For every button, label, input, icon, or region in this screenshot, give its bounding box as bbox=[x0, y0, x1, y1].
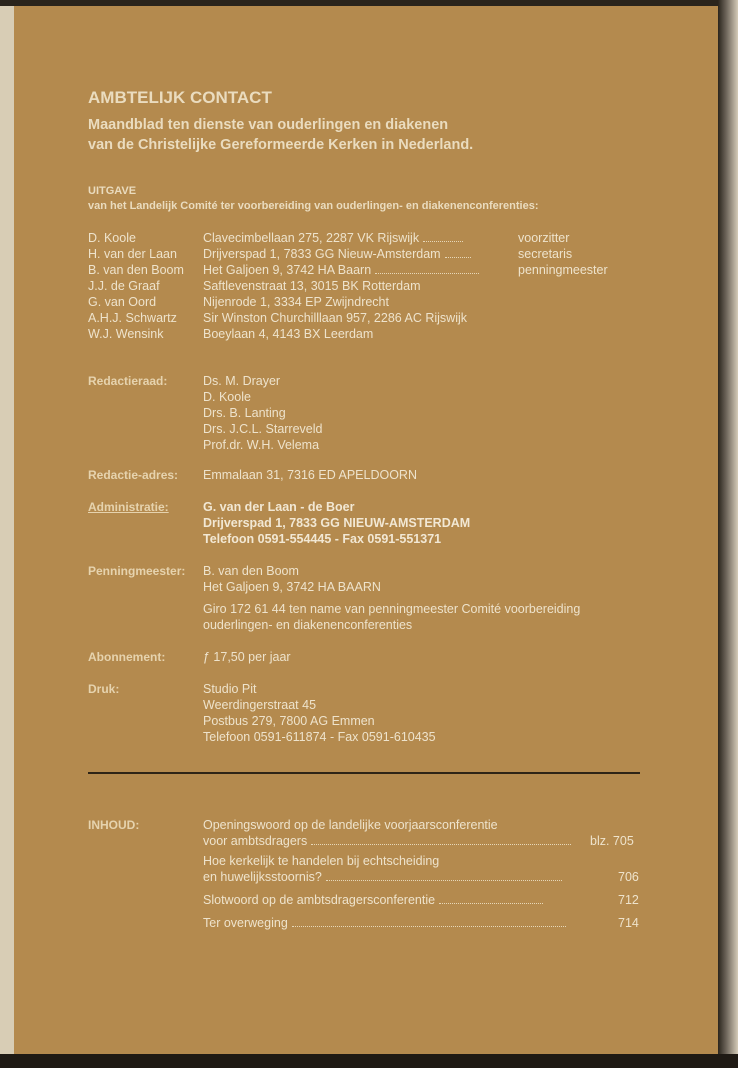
redactie-adres-value: Emmalaan 31, 7316 ED APELDOORN bbox=[203, 468, 417, 482]
redactieraad-member: Drs. J.C.L. Starreveld bbox=[203, 422, 323, 436]
committee-name: W.J. Wensink bbox=[88, 327, 164, 341]
committee-address: Het Galjoen 9, 3742 HA Baarn bbox=[203, 263, 483, 277]
committee-address: Saftlevenstraat 13, 3015 BK Rotterdam bbox=[203, 279, 421, 293]
administratie-line: G. van der Laan - de Boer bbox=[203, 500, 355, 514]
committee-name: J.J. de Graaf bbox=[88, 279, 160, 293]
toc-item-page: blz. 705 bbox=[590, 834, 634, 848]
committee-name: A.H.J. Schwartz bbox=[88, 311, 177, 325]
giro-line: ouderlingen- en diakenenconferenties bbox=[203, 618, 413, 632]
document-page bbox=[14, 6, 718, 1054]
administratie-label: Administratie: bbox=[88, 500, 169, 514]
committee-address: Sir Winston Churchilllaan 957, 2286 AC Rijswijk bbox=[203, 311, 468, 325]
druk-label: Druk: bbox=[88, 682, 120, 696]
committee-name: D. Koole bbox=[88, 231, 136, 245]
committee-address: Drijverspad 1, 7833 GG Nieuw-Amsterdam bbox=[203, 247, 475, 261]
toc-item-page: 712 bbox=[618, 893, 639, 907]
redactieraad-label: Redactieraad: bbox=[88, 374, 168, 388]
redactieraad-member: Drs. B. Lanting bbox=[203, 406, 286, 420]
scan-right-edge bbox=[718, 0, 738, 1068]
page-title: AMBTELIJK CONTACT bbox=[88, 88, 272, 107]
giro-line: Giro 172 61 44 ten name van penningmeester Comité voorbereiding bbox=[203, 602, 581, 616]
druk-line: Telefoon 0591-611874 - Fax 0591-610435 bbox=[203, 730, 436, 744]
scan-bottom-edge bbox=[0, 1054, 738, 1068]
administratie-line: Telefoon 0591-554445 - Fax 0591-551371 bbox=[203, 532, 442, 546]
redactie-adres-label: Redactie-adres: bbox=[88, 468, 179, 482]
toc-item-title: Slotwoord op de ambtsdragersconferentie bbox=[203, 893, 547, 907]
committee-name: B. van den Boom bbox=[88, 263, 184, 277]
redactieraad-member: Ds. M. Drayer bbox=[203, 374, 281, 388]
abonnement-label: Abonnement: bbox=[88, 650, 166, 664]
committee-role: penningmeester bbox=[518, 263, 608, 277]
penningmeester-line: B. van den Boom bbox=[203, 564, 299, 578]
inhoud-label: INHOUD: bbox=[88, 818, 140, 832]
druk-line: Postbus 279, 7800 AG Emmen bbox=[203, 714, 375, 728]
druk-line: Weerdingerstraat 45 bbox=[203, 698, 317, 712]
publisher-label: UITGAVE bbox=[88, 185, 137, 197]
committee-role: voorzitter bbox=[518, 231, 570, 245]
toc-item-page: 706 bbox=[618, 870, 639, 884]
toc-item-page: 714 bbox=[618, 916, 639, 930]
section-divider bbox=[88, 772, 640, 774]
administratie-line: Drijverspad 1, 7833 GG NIEUW-AMSTERDAM bbox=[203, 516, 471, 530]
committee-address: Nijenrode 1, 3334 EP Zwijndrecht bbox=[203, 295, 389, 309]
subtitle-line-2: van de Christelijke Gereformeerde Kerken in Nederland. bbox=[88, 137, 474, 153]
toc-item-title-cont: voor ambtsdragers bbox=[203, 834, 575, 848]
redactieraad-member: Prof.dr. W.H. Velema bbox=[203, 438, 320, 452]
redactieraad-member: D. Koole bbox=[203, 390, 251, 404]
toc-item-title-cont: en huwelijksstoornis? bbox=[203, 870, 566, 884]
committee-name: H. van der Laan bbox=[88, 247, 177, 261]
abonnement-value: ƒ 17,50 per jaar bbox=[203, 650, 291, 664]
druk-line: Studio Pit bbox=[203, 682, 257, 696]
penningmeester-line: Het Galjoen 9, 3742 HA BAARN bbox=[203, 580, 381, 594]
toc-item-title: Openingswoord op de landelijke voorjaarsconferentie bbox=[203, 818, 498, 832]
committee-role: secretaris bbox=[518, 247, 573, 261]
subtitle-line-1: Maandblad ten dienste van ouderlingen en diakenen bbox=[88, 117, 449, 133]
toc-item-title: Ter overweging bbox=[203, 916, 570, 930]
publisher-line: van het Landelijk Comité ter voorbereiding van ouderlingen- en diakenenconferenties: bbox=[88, 200, 539, 212]
committee-address: Clavecimbellaan 275, 2287 VK Rijswijk bbox=[203, 231, 467, 245]
committee-address: Boeylaan 4, 4143 BX Leerdam bbox=[203, 327, 374, 341]
toc-item-title: Hoe kerkelijk te handelen bij echtscheiding bbox=[203, 854, 440, 868]
committee-name: G. van Oord bbox=[88, 295, 157, 309]
penningmeester-label: Penningmeester: bbox=[88, 564, 186, 578]
